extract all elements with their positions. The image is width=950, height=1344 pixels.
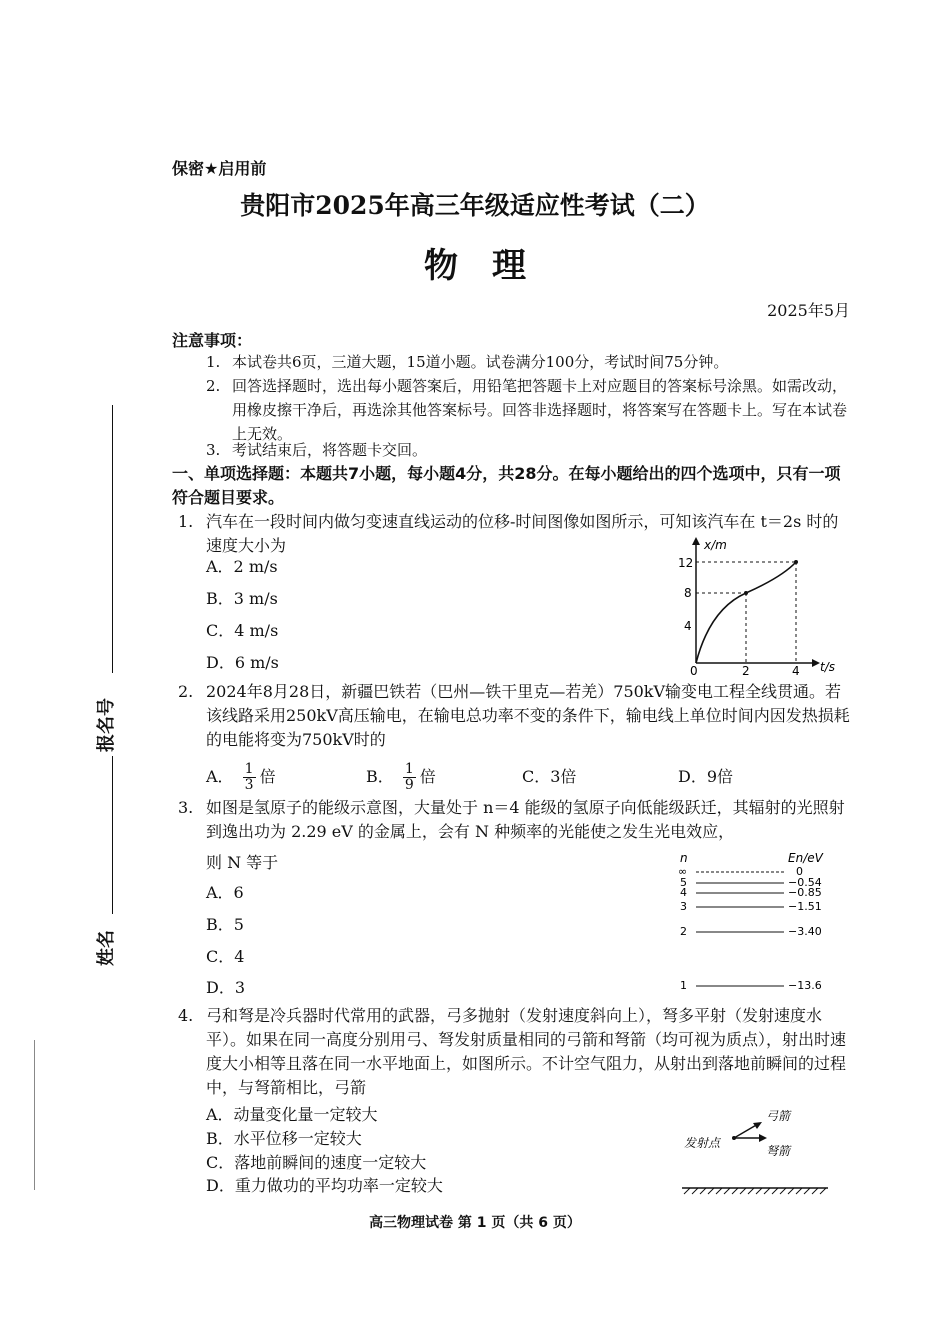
- x-tick-2: 2: [742, 664, 750, 678]
- q2-option-a: A． $\frac{1}{3}$ 倍: [206, 761, 276, 793]
- q3-option-c: C．4: [206, 947, 245, 966]
- q1-option-c: C．4 m/s: [206, 621, 279, 640]
- q2-option-d: D．9倍: [678, 767, 734, 786]
- energy-level-diagram: [670, 848, 850, 994]
- ground-hatch: [684, 1188, 826, 1194]
- binding-line-top: [112, 405, 113, 673]
- point-t2: [744, 591, 748, 595]
- crossbow-arrow-label: 弩箭: [766, 1144, 791, 1158]
- bow-velocity-line: [734, 1124, 758, 1138]
- level-inf-e: 0: [796, 865, 803, 878]
- confidential-mark: 保密★启用前: [172, 159, 267, 178]
- q4-option-c: C．落地前瞬间的速度一定较大: [206, 1153, 427, 1172]
- note-item-1: 1. 本试卷共6页，三道大题，15道小题。试卷满分100分，考试时间75分钟。: [206, 353, 729, 371]
- q1-option-d: D．6 m/s: [206, 653, 279, 672]
- q3-stem-end: 则 N 等于: [206, 853, 279, 872]
- note-item-2: 2. 回答选择题时，选出每小题答案后，用铅笔把答题卡上对应题目的答案标号涂黑。如需改动，用橡皮擦干净后，再选涂其他答案标号。回答非选择题时，将答案写在答题卡上。写在本试卷上无效。: [206, 377, 848, 443]
- exam-date: 2025年5月: [767, 301, 850, 320]
- origin-label: 0: [690, 664, 698, 678]
- point-t4: [794, 560, 798, 564]
- level-inf-n: ∞: [678, 865, 688, 878]
- level-3-e: −1.51: [788, 900, 822, 913]
- level-4-e: −0.85: [788, 886, 822, 899]
- q1-xt-graph: [670, 535, 845, 680]
- level-n-header: n: [680, 851, 688, 865]
- launch-point-label: 发射点: [684, 1136, 721, 1150]
- q2-option-c: C．3倍: [522, 767, 577, 786]
- x-axis-arrow: [812, 659, 820, 667]
- q4-option-d: D．重力做功的平均功率一定较大: [206, 1176, 443, 1195]
- notes-heading: 注意事项：: [172, 331, 253, 350]
- question-1: 1. 汽车在一段时间内做匀变速直线运动的位移-时间图像如图所示，可知该汽车在 t＝2s 时的速度大小为: [178, 512, 839, 555]
- y-tick-12: 12: [678, 556, 694, 570]
- q3-option-d: D．3: [206, 978, 246, 997]
- section-heading: 一、单项选择题：本题共7小题，每小题4分，共28分。在每小题给出的四个选项中，只有一项符合题目要求。: [172, 464, 841, 507]
- crossbow-velocity-arrow: [759, 1134, 767, 1142]
- level-1-n: 1: [680, 979, 687, 992]
- exam-title: 贵阳市2025年高三年级适应性考试（二）: [240, 191, 710, 220]
- y-axis-arrow: [692, 537, 700, 545]
- level-2-n: 2: [680, 925, 687, 938]
- x-tick-4: 4: [792, 664, 800, 678]
- q4-option-b: B．水平位移一定较大: [206, 1129, 362, 1148]
- level-2-e: −3.40: [788, 925, 822, 938]
- exam-number-line: [112, 756, 113, 914]
- q4-option-a: A．动量变化量一定较大: [206, 1105, 378, 1124]
- level-5-e: −0.54: [788, 876, 822, 889]
- level-1-e: −13.6: [788, 979, 822, 992]
- q2-option-b: B． $\frac{1}{9}$ 倍: [366, 761, 436, 793]
- question-3: 3. 如图是氢原子的能级示意图，大量处于 n＝4 能级的氢原子向低能级跃迁，其辐射的光照射到逸出功为 2.29 eV 的金属上，会有 N 种频率的光能使之发生光电效应，: [178, 798, 845, 841]
- question-2: 2. 2024年8月28日，新疆巴铁若（巴州—铁干里克—若羌）750kV输变电工程全线贯通。若该线路采用250kV高压输电，在输电总功率不变的条件下，输电线上单位时间内因发热损耗的电能将变为750kV时的: [178, 682, 850, 749]
- y-axis-label: x/m: [704, 538, 727, 552]
- question-4: 4. 弓和弩是冷兵器时代常用的武器，弓多抛射（发射速度斜向上），弩多平射（发射速度水平）。如果在同一高度分别用弓、弩发射质量相同的弓箭和弩箭（均可视为质点），射出时速度大小相等且落在同一水平地面上，如图所示。不计空气阻力，从射出到落地前瞬间的过程中，与弩箭相比，弓箭: [178, 1006, 847, 1097]
- q3-option-b: B．5: [206, 915, 244, 934]
- level-e-header: En/eV: [788, 851, 823, 865]
- x-axis-label: t/s: [820, 660, 835, 674]
- page-footer: 高三物理试卷 第 1 页（共 6 页）: [369, 1215, 581, 1231]
- level-4-n: 4: [680, 886, 687, 899]
- margin-edge-line: [34, 1040, 35, 1190]
- level-3-n: 3: [680, 900, 687, 913]
- exam-number-label: 报名号: [96, 698, 117, 752]
- q1-option-a: A．2 m/s: [206, 557, 278, 576]
- subject-title: 物理: [424, 246, 560, 286]
- note-item-3: 3. 考试结束后，将答题卡交回。: [206, 441, 428, 459]
- level-5-n: 5: [680, 876, 687, 889]
- q3-option-a: A．6: [206, 883, 244, 902]
- y-tick-4: 4: [684, 619, 692, 633]
- y-tick-8: 8: [684, 586, 692, 600]
- bow-arrow-label: 弓箭: [766, 1109, 791, 1123]
- name-label: 姓名: [96, 930, 117, 966]
- bow-crossbow-figure: [680, 1100, 840, 1200]
- q1-option-b: B．3 m/s: [206, 589, 278, 608]
